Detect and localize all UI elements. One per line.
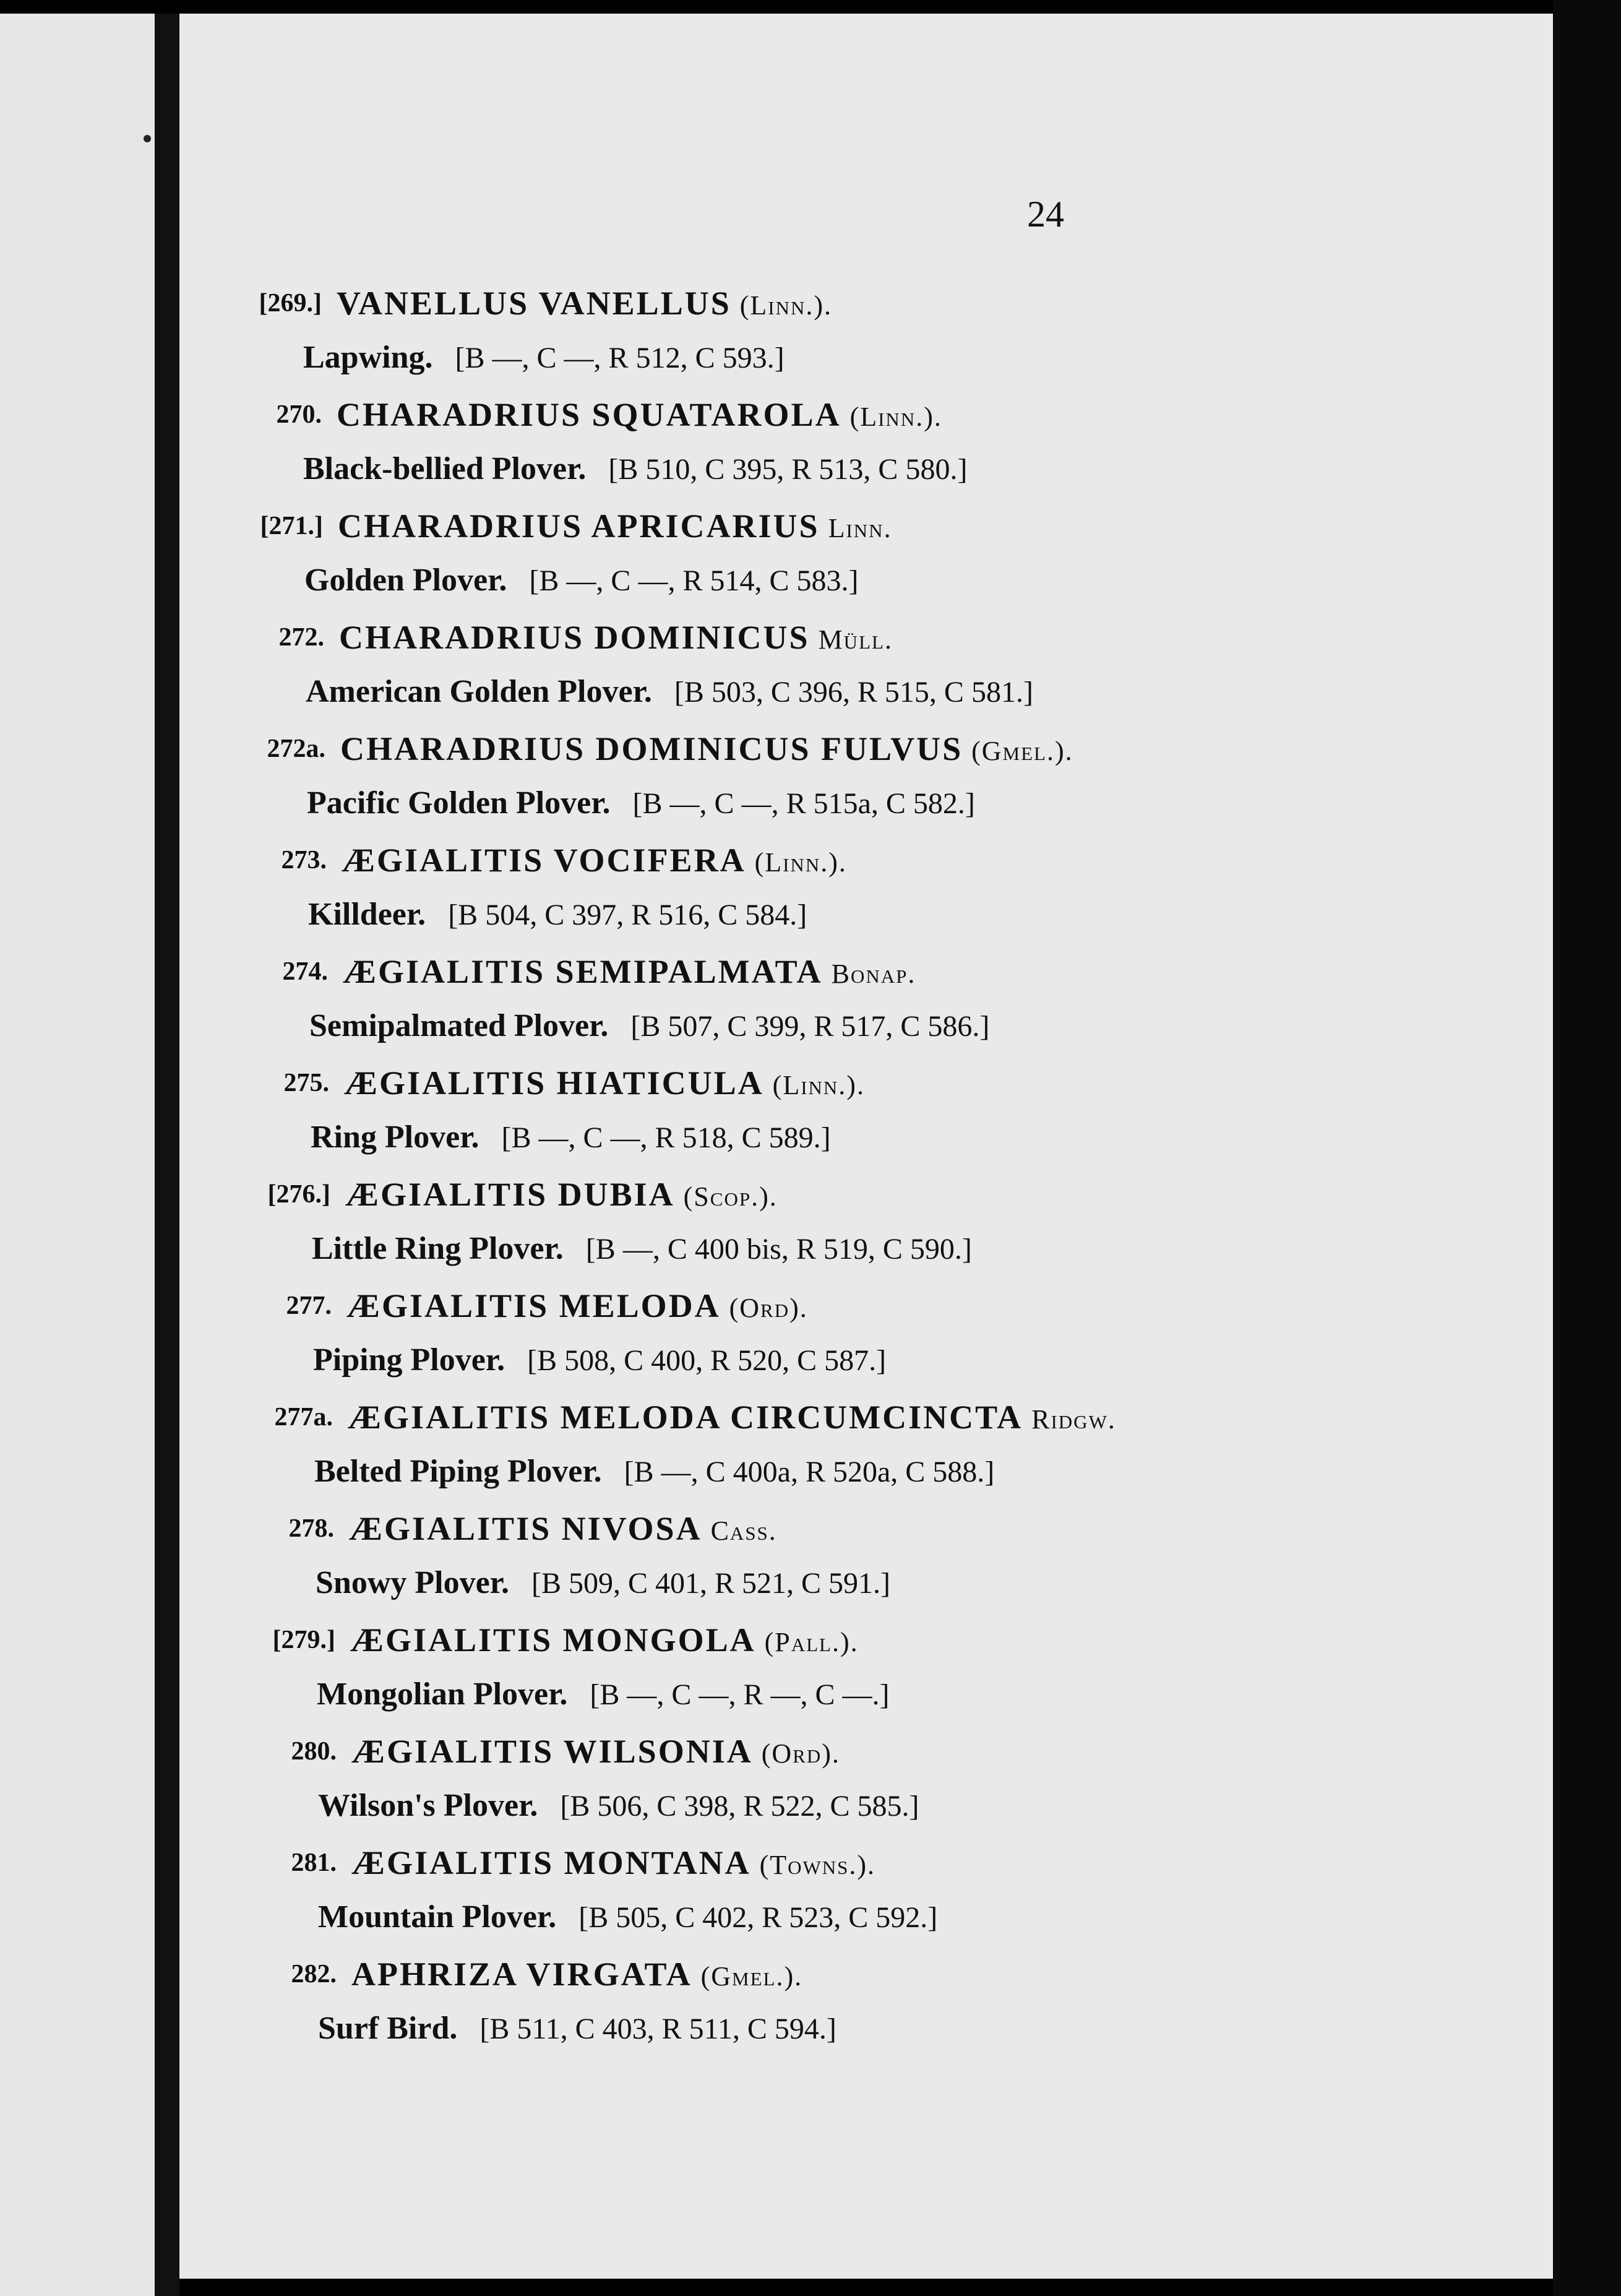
- common-name: Piping Plover.: [313, 1342, 505, 1378]
- scientific-name: CHARADRIUS DOMINICUS: [339, 619, 810, 656]
- authority: (Ord).: [729, 1293, 808, 1323]
- scientific-name: CHARADRIUS SQUATAROLA: [337, 396, 841, 433]
- common-name: Killdeer.: [308, 897, 426, 932]
- authority: (Scop.).: [683, 1181, 778, 1212]
- species-entry: [239, 727, 1073, 825]
- entry-detail: [249, 1673, 889, 1716]
- scientific-name: APHRIZA VIRGATA: [351, 1956, 692, 1993]
- scientific-name: ÆGIALITIS DUBIA: [345, 1176, 675, 1213]
- entry-number: 282.: [291, 1960, 337, 1988]
- species-entry: [244, 1173, 972, 1271]
- authority: (Linn.).: [739, 290, 833, 321]
- common-name: Belted Piping Plover.: [314, 1454, 602, 1489]
- entry-heading: [250, 1953, 836, 1996]
- scientific-name: ÆGIALITIS MONTANA: [351, 1844, 751, 1881]
- entry-heading: [245, 1284, 886, 1327]
- page-gutter: [155, 14, 179, 2296]
- scientific-name: CHARADRIUS DOMINICUS FULVUS: [340, 730, 963, 767]
- entry-detail: [245, 1339, 886, 1382]
- entry-detail: [247, 1561, 890, 1605]
- reference-numbers: [B 505, C 402, R 523, C 592.]: [578, 1901, 938, 1934]
- species-entry: [235, 282, 832, 379]
- authority: (Linn.).: [772, 1070, 865, 1100]
- reference-numbers: [B 504, C 397, R 516, C 584.]: [448, 899, 807, 931]
- species-entry: [238, 616, 1033, 714]
- common-name: Wilson's Plover.: [318, 1788, 538, 1823]
- ink-speck: [144, 135, 151, 142]
- common-name: Little Ring Plover.: [312, 1231, 564, 1266]
- entry-heading: [249, 1618, 889, 1662]
- scientific-name: CHARADRIUS APRICARIUS: [338, 507, 820, 545]
- scan-border: [1553, 0, 1621, 2296]
- authority: (Gmel.).: [700, 1961, 803, 1992]
- reference-numbers: [B —, C 400a, R 520a, C 588.]: [624, 1456, 995, 1488]
- reference-numbers: [B —, C —, R 514, C 583.]: [529, 564, 859, 597]
- entry-number: 273.: [281, 846, 327, 874]
- species-entry: [243, 1061, 865, 1159]
- common-name: Lapwing.: [303, 340, 433, 375]
- authority: Müll.: [818, 624, 893, 655]
- entry-detail: [236, 559, 892, 602]
- reference-numbers: [B —, C 400 bis, R 519, C 590.]: [585, 1233, 972, 1266]
- entry-heading: [239, 727, 1073, 770]
- scientific-name: ÆGIALITIS SEMIPALMATA: [343, 953, 823, 990]
- common-name: Mountain Plover.: [318, 1899, 557, 1935]
- reference-numbers: [B 509, C 401, R 521, C 591.]: [531, 1567, 891, 1600]
- species-entry: [245, 1284, 886, 1382]
- entry-heading: [236, 504, 892, 548]
- entry-number: 275.: [283, 1069, 329, 1097]
- reference-numbers: [B 511, C 403, R 511, C 594.]: [479, 2013, 836, 2045]
- entry-heading: [250, 1841, 937, 1884]
- authority: (Ord).: [761, 1738, 840, 1769]
- entry-heading: [235, 282, 832, 325]
- scientific-name: ÆGIALITIS WILSONIA: [351, 1733, 753, 1770]
- common-name: Snowy Plover.: [316, 1565, 509, 1600]
- species-entry: [246, 1396, 1116, 1493]
- species-entry: [250, 1953, 836, 2050]
- entry-detail: [250, 1784, 919, 1828]
- reference-numbers: [B —, C —, R 515a, C 582.]: [632, 787, 975, 820]
- scientific-name: ÆGIALITIS NIVOSA: [349, 1510, 702, 1547]
- species-entry: [250, 1841, 937, 1939]
- entry-detail: [246, 1450, 1116, 1493]
- reference-numbers: [B —, C —, R 518, C 589.]: [501, 1121, 831, 1154]
- common-name: American Golden Plover.: [306, 674, 652, 709]
- common-name: Pacific Golden Plover.: [307, 785, 611, 821]
- species-entry: [250, 1730, 919, 1828]
- scientific-name: VANELLUS VANELLUS: [337, 285, 731, 322]
- scientific-name: ÆGIALITIS MELODA CIRCUMCINCTA: [348, 1399, 1023, 1436]
- species-entry: [249, 1618, 889, 1716]
- scientific-name: ÆGIALITIS VOCIFERA: [342, 842, 746, 879]
- entry-number: 272a.: [267, 735, 325, 763]
- species-entry: [236, 504, 892, 602]
- authority: (Pall.).: [764, 1627, 859, 1657]
- entry-detail: [241, 1004, 989, 1048]
- entry-heading: [240, 839, 847, 882]
- authority: (Towns.).: [759, 1850, 876, 1880]
- entry-detail: [239, 782, 1073, 825]
- entry-number: [276.]: [267, 1180, 330, 1209]
- entry-number: 277a.: [274, 1403, 333, 1431]
- common-name: Mongolian Plover.: [317, 1677, 568, 1712]
- page-number: 24: [1027, 194, 1064, 235]
- common-name: Surf Bird.: [318, 2011, 458, 2046]
- authority: (Gmel.).: [971, 736, 1073, 766]
- reference-numbers: [B 510, C 395, R 513, C 580.]: [608, 453, 968, 486]
- entry-detail: [240, 893, 847, 936]
- entry-heading: [247, 1507, 890, 1550]
- authority: Linn.: [828, 513, 892, 543]
- scientific-name: ÆGIALITIS MONGOLA: [350, 1621, 756, 1659]
- reference-numbers: [B 507, C 399, R 517, C 586.]: [630, 1010, 990, 1043]
- entry-heading: [235, 393, 967, 436]
- entry-number: [271.]: [260, 512, 323, 540]
- entry-number: 270.: [276, 400, 322, 429]
- scientific-name: ÆGIALITIS MELODA: [346, 1287, 721, 1324]
- species-entry: [247, 1507, 890, 1605]
- common-name: Ring Plover.: [311, 1120, 479, 1155]
- authority: (Linn.).: [849, 402, 942, 432]
- entry-number: 277.: [286, 1292, 332, 1320]
- entry-heading: [246, 1396, 1116, 1439]
- authority: Bonap.: [831, 959, 916, 989]
- entry-detail: [238, 670, 1033, 714]
- entry-heading: [238, 616, 1033, 659]
- entry-detail: [244, 1227, 972, 1271]
- reference-numbers: [B 503, C 396, R 515, C 581.]: [674, 676, 1033, 709]
- entry-number: 278.: [288, 1514, 334, 1543]
- common-name: Black-bellied Plover.: [303, 451, 587, 486]
- scientific-name: ÆGIALITIS HIATICULA: [344, 1064, 764, 1102]
- species-entry: [241, 950, 989, 1048]
- reference-numbers: [B —, C —, R 512, C 593.]: [455, 342, 785, 374]
- authority: Cass.: [710, 1516, 777, 1546]
- entry-number: 272.: [278, 623, 324, 652]
- entry-detail: [235, 336, 832, 379]
- entry-detail: [250, 1896, 937, 1939]
- entry-detail: [250, 2007, 836, 2050]
- entry-heading: [244, 1173, 972, 1216]
- entry-heading: [243, 1061, 865, 1105]
- common-name: Semipalmated Plover.: [309, 1008, 609, 1043]
- entry-number: 274.: [282, 957, 328, 986]
- entry-number: 281.: [291, 1849, 337, 1877]
- entry-number: 280.: [291, 1737, 337, 1766]
- common-name: Golden Plover.: [304, 563, 507, 598]
- reference-numbers: [B 506, C 398, R 522, C 585.]: [560, 1790, 919, 1823]
- reference-numbers: [B —, C —, R —, C —.]: [590, 1678, 890, 1711]
- species-entry: [240, 839, 847, 936]
- entry-number: [279.]: [272, 1626, 335, 1654]
- entry-heading: [250, 1730, 919, 1773]
- left-page-margin: [0, 14, 155, 2296]
- reference-numbers: [B 508, C 400, R 520, C 587.]: [527, 1344, 887, 1377]
- authority: Ridgw.: [1031, 1404, 1116, 1435]
- authority: (Linn.).: [754, 847, 847, 878]
- entry-detail: [243, 1116, 865, 1159]
- entry-detail: [235, 447, 967, 491]
- entry-number: [269.]: [259, 289, 322, 317]
- species-entry: [235, 393, 967, 491]
- entry-heading: [241, 950, 989, 993]
- book-page: [179, 14, 1553, 2279]
